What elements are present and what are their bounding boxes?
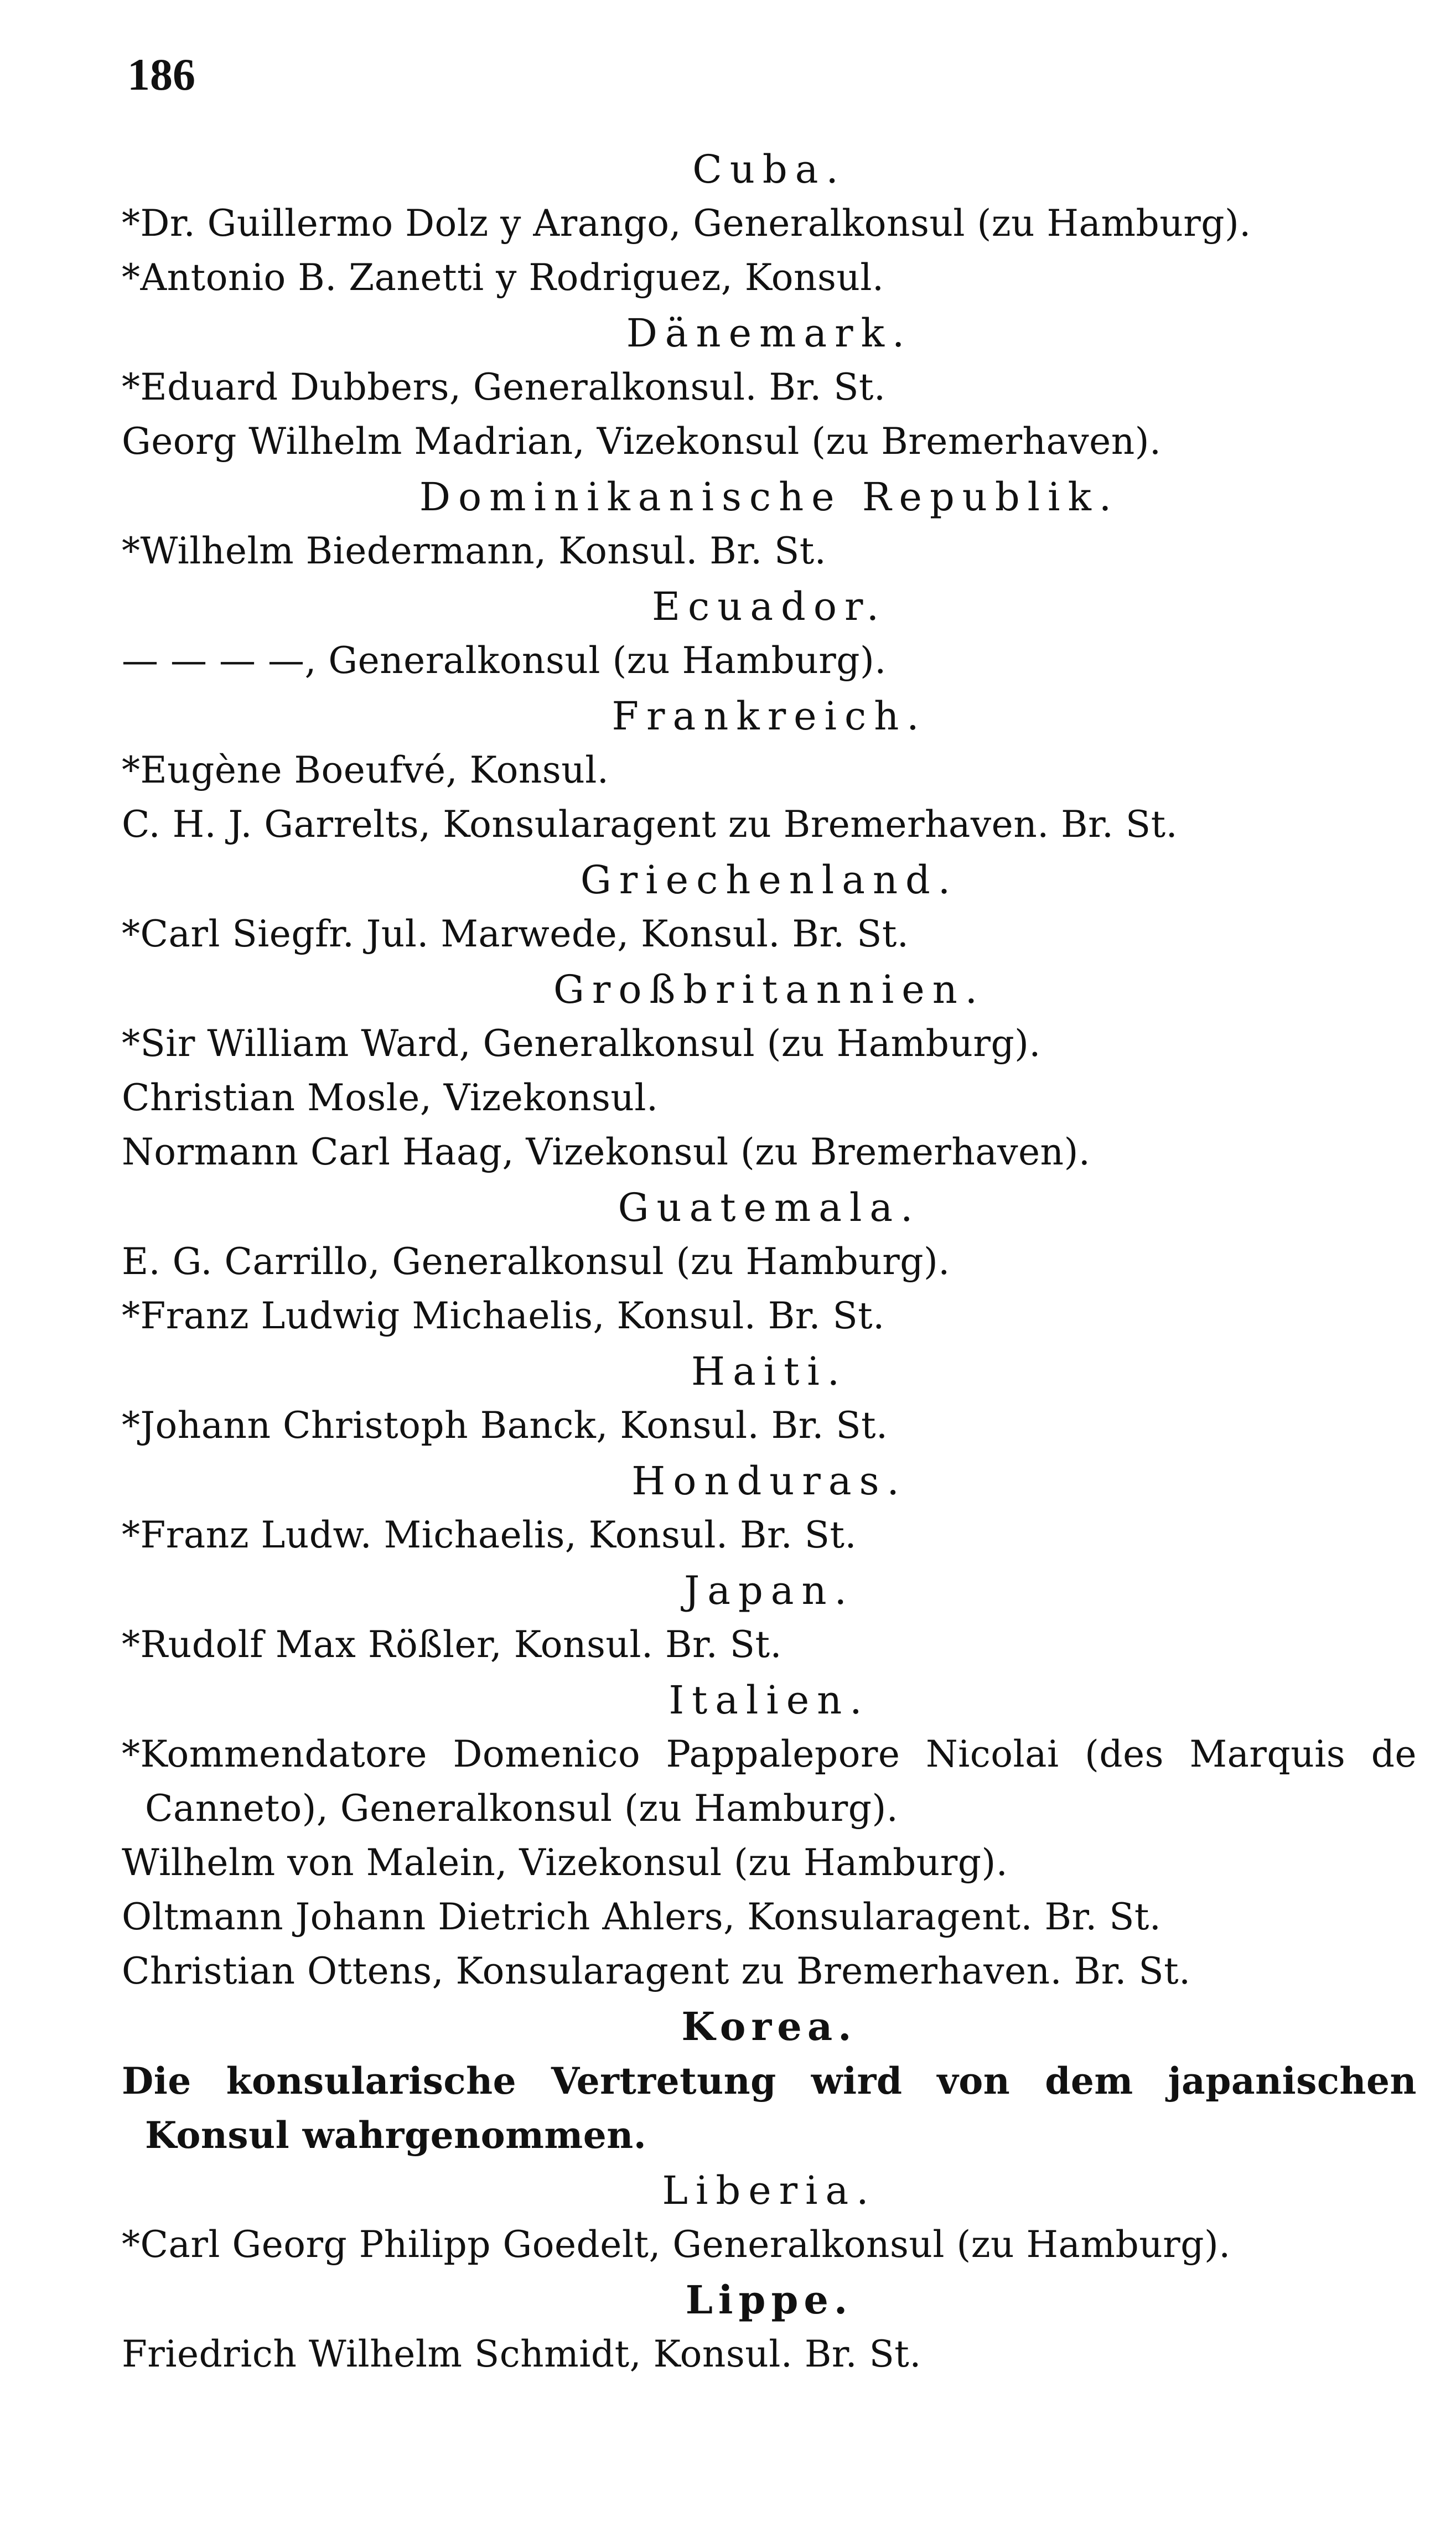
section-lippe: [122, 2273, 1417, 2381]
entry: *Rudolf Max Rößler, Konsul. Br. St.: [122, 1623, 782, 1666]
section-honduras: [122, 1454, 1417, 1562]
section-heading: Korea.: [681, 2003, 857, 2049]
section-heading: Honduras.: [631, 1458, 907, 1504]
section-heading: Cuba.: [692, 147, 846, 192]
entry: Die konsularische Vertretung wird von dem japanischen Konsul wahrgenommen.: [122, 2059, 1417, 2157]
entry: *Eugène Boeufvé, Konsul.: [122, 749, 609, 791]
section-heading: Großbritannien.: [553, 967, 986, 1012]
section-grossbritannien: [122, 962, 1417, 1179]
entry: *Wilhelm Biedermann, Konsul. Br. St.: [122, 530, 827, 572]
section-heading: Haiti.: [691, 1349, 847, 1394]
entry: — — — —, Generalkonsul (zu Hamburg).: [122, 639, 887, 682]
entry: *Carl Georg Philipp Goedelt, Generalkonsul (zu Hamburg).: [122, 2223, 1231, 2266]
entry: *Franz Ludwig Michaelis, Konsul. Br. St.: [122, 1295, 885, 1337]
entry: Christian Ottens, Konsularagent zu Bremerhaven. Br. St.: [122, 1950, 1191, 1992]
section-heading: Dänemark.: [626, 310, 913, 356]
section-heading: Guatemala.: [618, 1185, 921, 1230]
section-heading: Griechenland.: [580, 857, 958, 903]
section-heading: Lippe.: [685, 2277, 853, 2323]
entry: Friedrich Wilhelm Schmidt, Konsul. Br. St.: [122, 2333, 921, 2375]
entry: *Sir William Ward, Generalkonsul (zu Hamburg).: [122, 1022, 1041, 1065]
entry: Georg Wilhelm Madrian, Vizekonsul (zu Bremerhaven).: [122, 420, 1162, 463]
entry: *Carl Siegfr. Jul. Marwede, Konsul. Br. St.: [122, 913, 909, 955]
section-cuba: [122, 142, 1417, 305]
section-heading: Liberia.: [662, 2168, 877, 2213]
entry: C. H. J. Garrelts, Konsularagent zu Bremerhaven. Br. St.: [122, 803, 1178, 846]
section-heading: Italien.: [669, 1677, 870, 1723]
entry: Oltmann Johann Dietrich Ahlers, Konsularagent. Br. St.: [122, 1896, 1162, 1938]
entry: E. G. Carrillo, Generalkonsul (zu Hamburg).: [122, 1240, 950, 1283]
section-haiti: [122, 1344, 1417, 1453]
entry: *Eduard Dubbers, Generalkonsul. Br. St.: [122, 366, 886, 408]
section-guatemala: [122, 1181, 1417, 1343]
section-heading: Dominikanische Republik.: [419, 474, 1120, 520]
entry: *Franz Ludw. Michaelis, Konsul. Br. St.: [122, 1514, 857, 1556]
entry: *Dr. Guillermo Dolz y Arango, Generalkonsul (zu Hamburg).: [122, 202, 1251, 245]
section-heading: Japan.: [684, 1568, 854, 1613]
page-number: 186: [127, 49, 195, 100]
entry: *Johann Christoph Banck, Konsul. Br. St.: [122, 1404, 888, 1447]
section-italien: [122, 1673, 1417, 1998]
section-heading: Ecuador.: [651, 584, 887, 629]
consul-list: [122, 141, 1417, 2381]
entry: Wilhelm von Malein, Vizekonsul (zu Hamburg).: [122, 1841, 1008, 1884]
section-griechenland: [122, 853, 1417, 961]
section-daenemark: [122, 306, 1417, 469]
section-japan: [122, 1563, 1417, 1672]
section-heading: Frankreich.: [612, 693, 927, 739]
entry: *Antonio B. Zanetti y Rodriguez, Konsul.: [122, 256, 884, 299]
section-frankreich: [122, 689, 1417, 852]
entry: Christian Mosle, Vizekonsul.: [122, 1076, 659, 1119]
section-liberia: [122, 2163, 1417, 2272]
entry: *Kommendatore Domenico Pappalepore Nicolai (des Marquis de Canneto), Generalkonsul (zu Hamburg).: [122, 1733, 1417, 1830]
section-korea: [122, 2000, 1417, 2162]
entry: Normann Carl Haag, Vizekonsul (zu Bremerhaven).: [122, 1131, 1091, 1173]
section-ecuador: [122, 579, 1417, 688]
section-dominikanische-republik: [122, 470, 1417, 578]
